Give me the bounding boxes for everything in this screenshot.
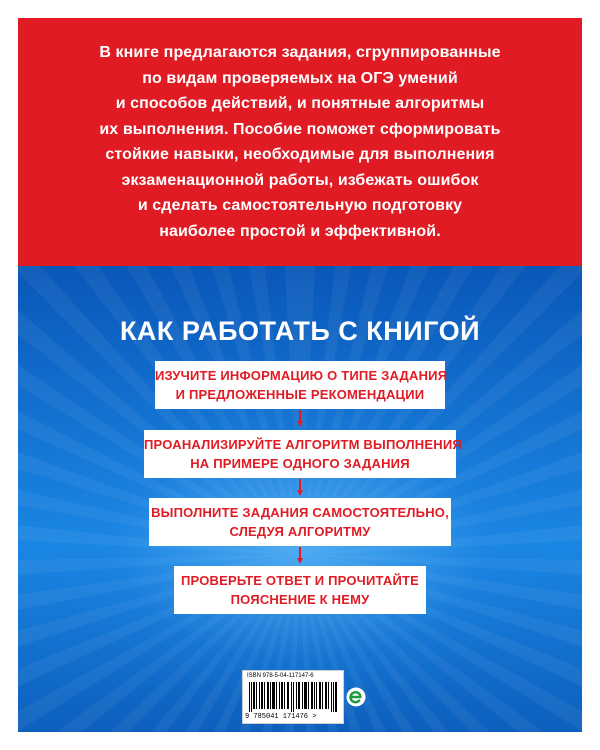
blurb-line: их выполнения. Пособие поможет сформировать	[99, 120, 501, 138]
step-arrow-2	[297, 479, 303, 496]
blurb-line: и сделать самостоятельную подготовку	[137, 197, 463, 214]
blurb-line: наиболее простой и эффективной.	[159, 222, 441, 240]
step-1-line-1: ИЗУЧИТЕ ИНФОРМАЦИЮ О ТИПЕ ЗАДАНИЯ	[155, 368, 448, 383]
step-2-line-1: ПРОАНАЛИЗИРУЙТЕ АЛГОРИТМ ВЫПОЛНЕНИЯ	[144, 437, 462, 452]
step-arrow-3	[297, 547, 303, 564]
blurb-line: стойкие навыки, необходимые для выполнения	[105, 146, 495, 163]
step-box-3	[149, 498, 451, 546]
book-back-cover	[18, 18, 582, 732]
step-3-line-2: СЛЕДУЯ АЛГОРИТМУ	[229, 524, 371, 539]
blurb-line: по видам проверяемых на ОГЭ умений	[142, 69, 458, 87]
blurb-line: и способов действий, и понятные алгоритмы	[115, 95, 485, 112]
step-3-line-1: ВЫПОЛНИТЕ ЗАДАНИЯ САМОСТОЯТЕЛЬНО,	[151, 505, 449, 520]
blurb-line: экзаменационной работы, избежать ошибок	[121, 171, 479, 189]
barcode-bars	[249, 682, 337, 712]
step-arrow-1	[297, 410, 303, 427]
step-1-line-2: И ПРЕДЛОЖЕННЫЕ РЕКОМЕНДАЦИИ	[175, 387, 425, 402]
step-box-2	[144, 430, 462, 478]
red-blurb-panel	[18, 18, 582, 266]
blurb-text	[18, 40, 582, 244]
barcode-digits: 9 785041 171476 >	[245, 713, 317, 721]
isbn-text: ISBN 978-5-04-117147-6	[247, 673, 314, 679]
how-to-title: КАК РАБОТАТЬ С КНИГОЙ	[119, 316, 481, 346]
barcode	[242, 670, 344, 724]
blurb-line: В книге предлагаются задания, сгруппированные	[99, 44, 501, 61]
publisher-e-logo-icon	[346, 687, 366, 707]
step-4-line-2: ПОЯСНЕНИЕ К НЕМУ	[230, 592, 370, 607]
blue-instructions-panel	[18, 266, 582, 732]
step-box-4	[174, 566, 426, 614]
step-2-line-2: НА ПРИМЕРЕ ОДНОГО ЗАДАНИЯ	[190, 456, 410, 471]
step-box-1	[155, 361, 448, 409]
step-4-line-1: ПРОВЕРЬТЕ ОТВЕТ И ПРОЧИТАЙТЕ	[180, 573, 420, 588]
